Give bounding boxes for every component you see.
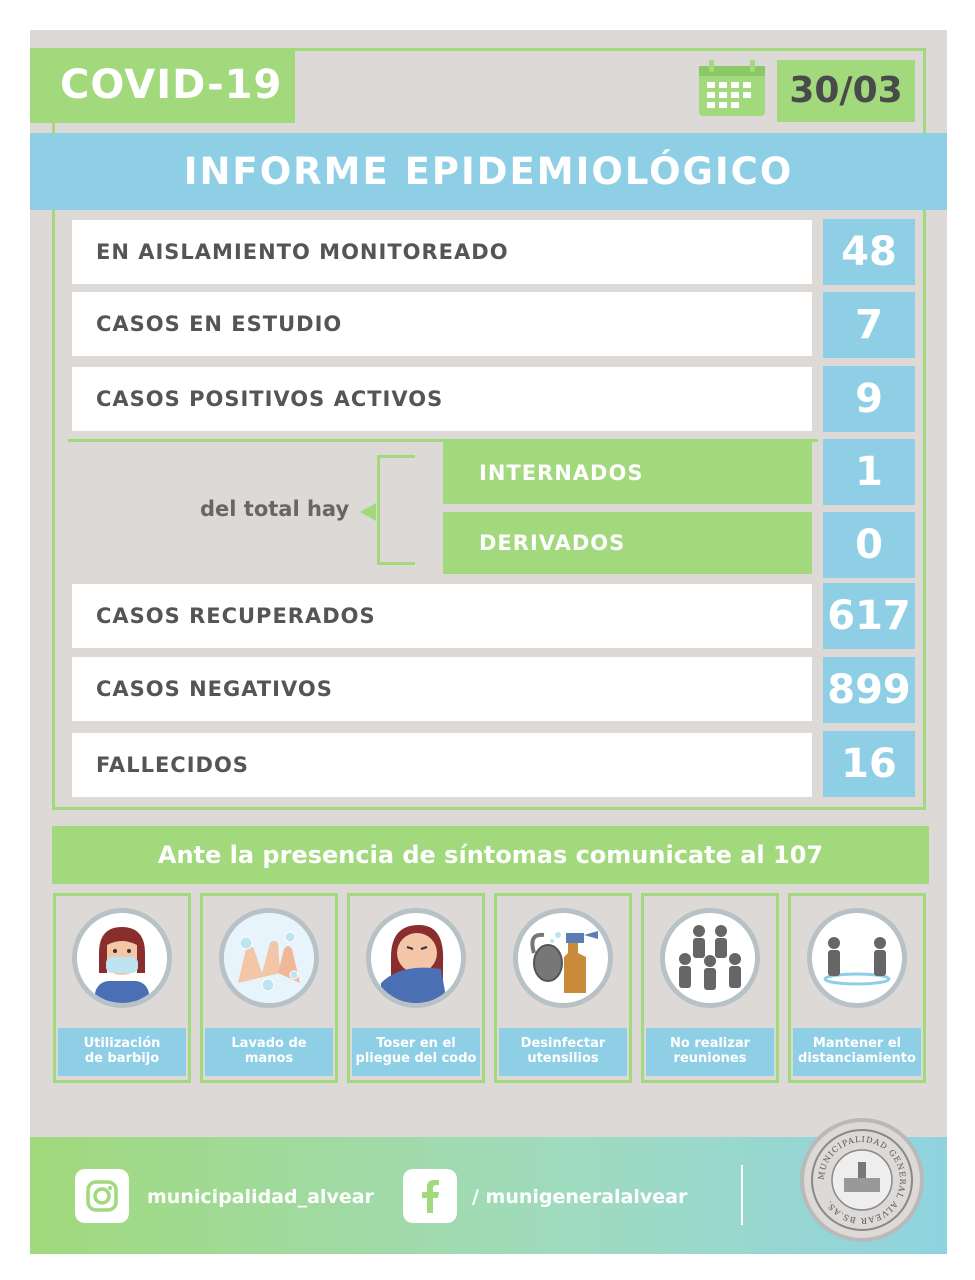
stat-value-recuperados: 617 [823,583,915,649]
tip-label: Utilización de barbijo [58,1028,186,1076]
municipal-seal [800,1118,924,1242]
stat-label-negativos: CASOS NEGATIVOS [72,657,812,721]
stat-value-fallecidos: 16 [823,731,915,797]
tip-label: No realizar reuniones [646,1028,774,1076]
stat-label-aislamiento: EN AISLAMIENTO MONITOREADO [72,220,812,284]
breakdown-intro: del total hay [200,497,350,521]
group-icon [660,908,760,1008]
bracket-arrow [360,503,376,521]
tip-label: Desinfectar utensilios [499,1028,627,1076]
tip-label: Mantener el distanciamiento [793,1028,921,1076]
tip-tile-manos [200,893,338,1083]
instagram-icon[interactable] [75,1169,129,1223]
advice-banner: Ante la presencia de síntomas comunicate al 107 [52,826,929,884]
tip-label: Lavado de manos [205,1028,333,1076]
tip-tile-codo [347,893,485,1083]
stat-value-negativos: 899 [823,657,915,723]
stat-label-estudio: CASOS EN ESTUDIO [72,292,812,356]
covid-label: COVID-19 [30,48,295,123]
bracket [377,455,415,565]
facebook-icon[interactable] [403,1169,457,1223]
handwash-icon [219,908,319,1008]
tip-tile-utensilios [494,893,632,1083]
report-title: INFORME EPIDEMIOLÓGICO [30,133,947,210]
svg-text:MUNICIPALIDAD GENERAL ALVEAR B: MUNICIPALIDAD GENERAL ALVEAR BS.AS. [816,1134,908,1226]
stat-value-positivos: 9 [823,366,915,432]
tip-tile-distancia [788,893,926,1083]
stat-label-derivados: DERIVADOS [443,512,812,574]
stat-label-recuperados: CASOS RECUPERADOS [72,584,812,648]
stat-label-positivos: CASOS POSITIVOS ACTIVOS [72,367,812,431]
disinfect-icon [513,908,613,1008]
report-date: 30/03 [777,60,915,122]
tip-tile-barbijo [53,893,191,1083]
stat-value-internados: 1 [823,439,915,505]
facebook-handle[interactable]: / munigeneralalvear [472,1186,688,1208]
distance-icon [807,908,907,1008]
instagram-handle[interactable]: municipalidad_alvear [147,1186,374,1208]
stat-label-fallecidos: FALLECIDOS [72,733,812,797]
footer-divider [741,1165,743,1225]
stat-value-derivados: 0 [823,512,915,578]
tip-label: Toser en el pliegue del codo [352,1028,480,1076]
stat-value-estudio: 7 [823,292,915,358]
stat-value-aislamiento: 48 [823,219,915,285]
stat-label-internados: INTERNADOS [443,442,812,504]
tip-tile-reuniones [641,893,779,1083]
mask-icon [72,908,172,1008]
calendar-icon [697,58,767,118]
cough-elbow-icon [366,908,466,1008]
